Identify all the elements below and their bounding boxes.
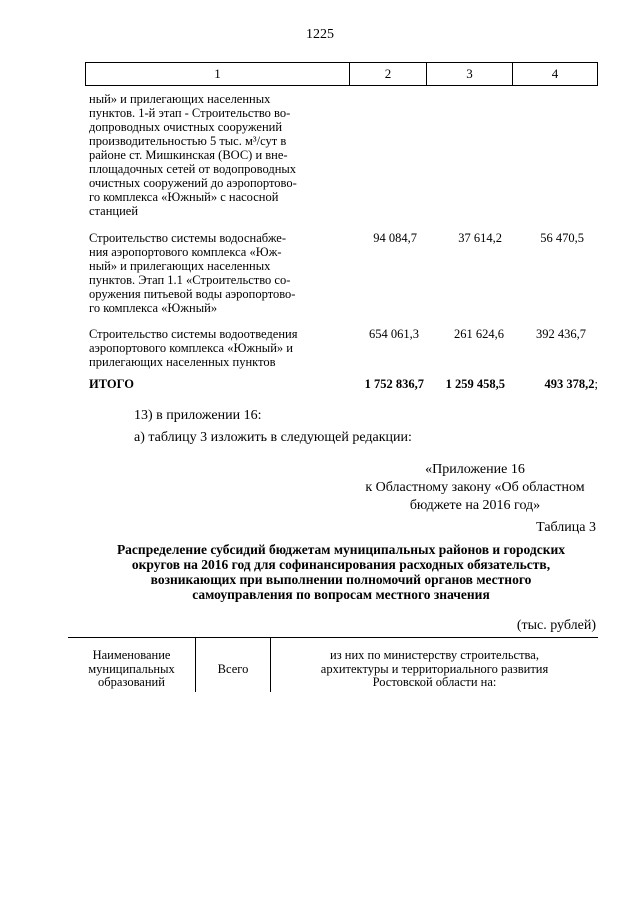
appendix-line-2: к Областному закону «Об областном: [365, 480, 585, 495]
row-3-line: Строительство системы водоотведения: [89, 327, 298, 341]
units-label: (тыс. рублей): [516, 618, 596, 633]
col1-line: Наименование: [92, 648, 171, 662]
row-3-col3: 261 624,6: [454, 327, 504, 341]
heading-line: Распределение субсидий бюджетам муниципальных районов и городских: [116, 542, 566, 557]
total-value-2: 1 752 836,7: [364, 377, 424, 391]
row-2-line: ный» и прилегающих населенных: [89, 259, 271, 273]
header-col-1: 1: [86, 63, 350, 85]
table-label: Таблица 3: [536, 520, 596, 535]
header-col-4: 4: [551, 66, 559, 81]
row-2-line: ния аэропортового комплекса «Юж-: [89, 245, 282, 259]
column-total: [196, 638, 271, 692]
row-2-line: пунктов. Этап 1.1 «Строительство со-: [89, 273, 291, 287]
col1-line: муниципальных: [88, 661, 175, 676]
total-value-4: 493 378,2: [544, 377, 595, 391]
row-3-col4: 392 436,7: [536, 327, 586, 341]
row-1-line: станцией: [89, 204, 139, 218]
top-table-header: [85, 62, 598, 86]
page-number: 1225: [306, 27, 334, 42]
row-2-line: го комплекса «Южный»: [89, 301, 218, 315]
row-1-line: ный» и прилегающих населенных: [89, 92, 271, 106]
table-row-3-description: [89, 327, 345, 369]
col2-line: Всего: [217, 662, 249, 676]
row-3-line: прилегающих населенных пунктов: [89, 355, 276, 369]
col3-line: из них по министерству строительства,: [330, 648, 539, 662]
total-label: ИТОГО: [89, 377, 134, 391]
heading-line: возникающих при выполнении полномочий органов местного: [150, 572, 532, 587]
row-2-line: Строительство системы водоснабже-: [89, 231, 287, 245]
appendix-line-3: бюджете на 2016 год»: [409, 498, 541, 513]
total-suffix: ;: [594, 377, 598, 391]
row-1-line: го комплекса «Южный» с насосной: [89, 190, 279, 204]
row-1-line: районе ст. Мишкинская (ВОС) и вне-: [89, 148, 288, 162]
col3-line: Ростовской области на:: [372, 675, 497, 689]
row-1-line: допроводных очистных сооружений: [89, 120, 283, 134]
row-1-line: очистных сооружений до аэропортово-: [89, 176, 297, 190]
appendix-line-1: «Приложение 16: [425, 462, 525, 477]
col3-line: архитектуры и территориального развития: [320, 661, 549, 676]
header-col-3: 3: [427, 63, 513, 85]
section-heading: [85, 542, 597, 602]
row-2-col4: 56 470,5: [540, 231, 584, 245]
paragraph-a: а) таблицу 3 изложить в следующей редакции:: [134, 430, 412, 445]
row-2-line: оружения питьевой воды аэропортово-: [89, 287, 296, 301]
row-1-line: площадочных сетей от водопроводных: [89, 162, 297, 176]
row-1-line: производительностью 5 тыс. м³/сут в: [89, 134, 287, 148]
bottom-table-header: [68, 637, 598, 692]
header-col-2: 2: [350, 63, 427, 85]
row-2-total: 94 084,7: [373, 231, 417, 245]
row-3-line: аэропортового комплекса «Южный» и: [89, 341, 293, 355]
paragraph-13: 13) в приложении 16:: [134, 408, 262, 423]
table-row-2-description: [89, 231, 345, 315]
row-1-line: пунктов. 1-й этап - Строительство во-: [89, 106, 291, 120]
total-value-3: 1 259 458,5: [445, 377, 505, 391]
table-row-1-description: [89, 92, 345, 218]
col1-line: образований: [98, 675, 165, 689]
column-municipalities: [68, 638, 196, 692]
column-ministry: [271, 638, 598, 692]
heading-line: округов на 2016 год для софинансирования расходных обязательств,: [131, 557, 551, 572]
row-2-col3: 37 614,2: [458, 231, 502, 245]
row-3-total: 654 061,3: [369, 327, 419, 341]
appendix-block: [340, 461, 610, 515]
heading-line: самоуправления по вопросам местного значения: [192, 587, 490, 602]
total-value-4-wrapper: [512, 377, 598, 391]
